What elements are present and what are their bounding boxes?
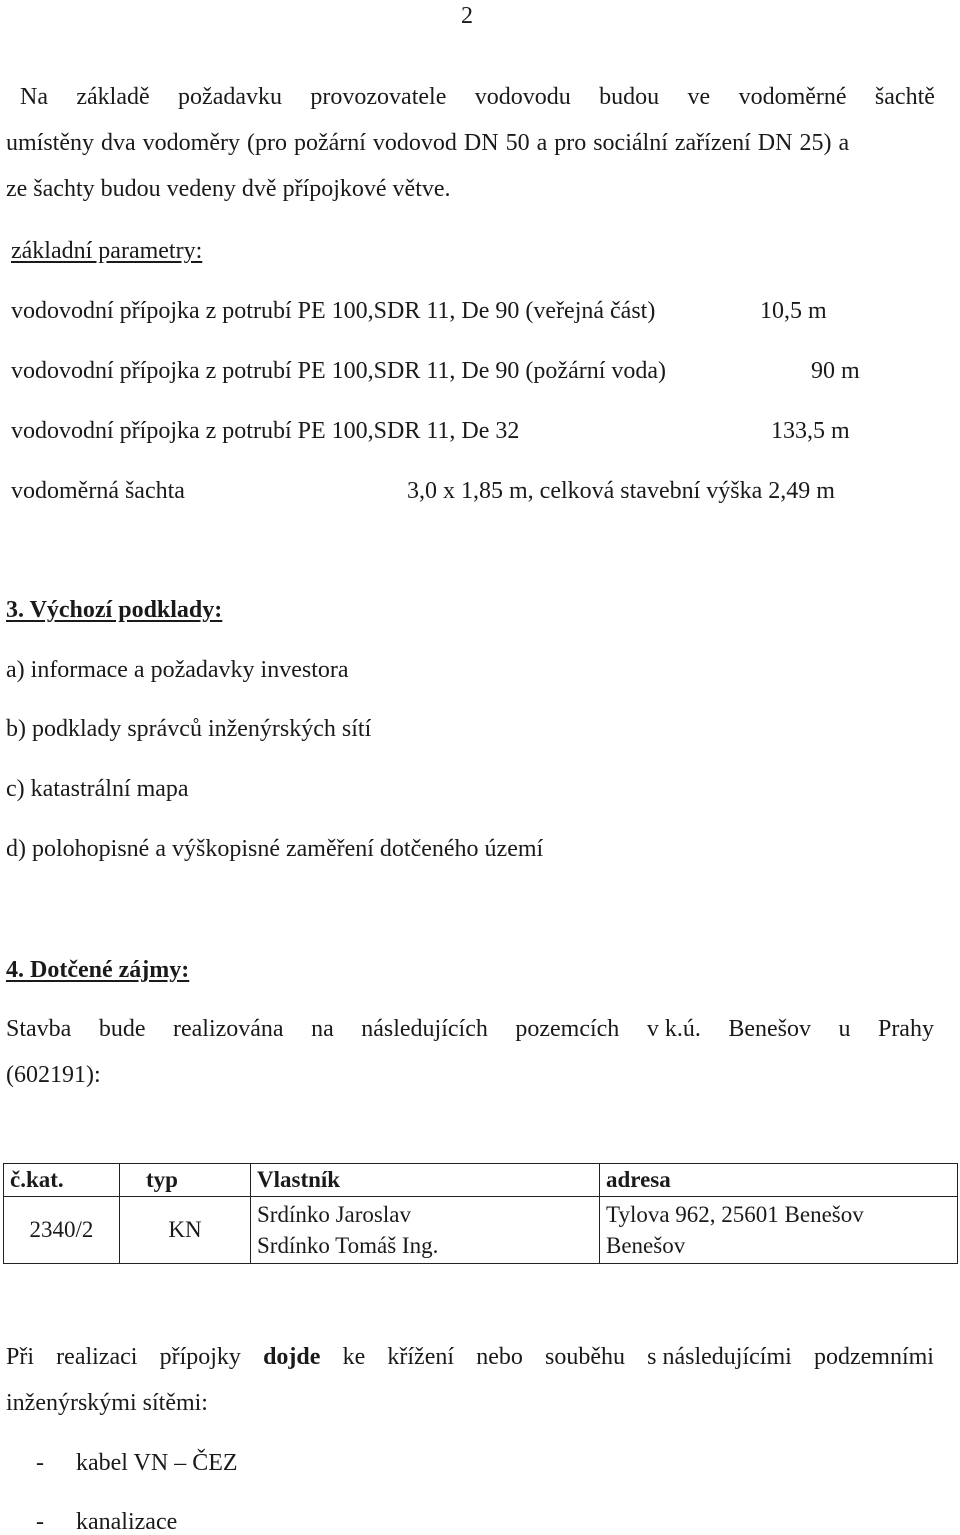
parameter-value: 10,5 m	[760, 298, 827, 324]
list-dash: -	[36, 1509, 44, 1535]
intro-word: Na	[20, 84, 48, 110]
page-number: 2	[461, 3, 473, 29]
intro-word: požadavku	[178, 84, 283, 110]
address-line: Benešov	[606, 1233, 686, 1258]
intro-word: šachtě	[874, 84, 935, 110]
crossing-word: realizaci	[56, 1344, 138, 1370]
owner-name: Srdínko Tomáš Ing.	[257, 1233, 439, 1258]
section-4-word: následujících	[361, 1016, 488, 1042]
crossing-word: Při	[6, 1344, 35, 1370]
section-4-line-1	[6, 1017, 934, 1041]
header-typ: typ	[120, 1164, 251, 1197]
header-owner: Vlastník	[251, 1164, 600, 1197]
crossing-word: křížení	[387, 1344, 455, 1370]
parameter-label: vodovodní přípojka z potrubí PE 100,SDR 11, De 90 (požární voda)	[11, 358, 667, 384]
section-4-word: Prahy	[877, 1016, 934, 1042]
intro-line-3: ze šachty budou vedeny dvě přípojkové větve.	[6, 176, 451, 202]
crossing-word: s následujícími	[647, 1344, 792, 1370]
section-3-heading: 3. Výchozí podklady:	[6, 597, 223, 623]
source-item: c) katastrální mapa	[6, 776, 189, 802]
owner-name: Srdínko Jaroslav	[257, 1201, 411, 1227]
parameter-value: 3,0 x 1,85 m, celková stavební výška 2,49 m	[407, 478, 835, 504]
header-address: adresa	[600, 1164, 958, 1197]
section-4-word: pozemcích	[515, 1016, 620, 1042]
parameter-value: 90 m	[811, 358, 860, 384]
source-item: b) podklady správců inženýrských sítí	[6, 716, 372, 742]
parameter-value: 133,5 m	[771, 418, 850, 444]
crossing-word: podzemními	[813, 1344, 934, 1370]
intro-line-2: umístěny dva vodoměry (pro požární vodovod DN 50 a pro sociální zařízení DN 25) a	[6, 130, 850, 156]
section-4-word: Benešov	[728, 1016, 811, 1042]
crossing-line-2: inženýrskými sítěmi:	[6, 1390, 208, 1416]
intro-word: vodoměrné	[738, 84, 847, 110]
parameter-label: vodovodní přípojka z potrubí PE 100,SDR 11, De 90 (veřejná část)	[11, 298, 656, 324]
section-4-word: na	[311, 1016, 334, 1042]
parameters-heading: základní parametry:	[11, 238, 203, 264]
parameter-label: vodoměrná šachta	[11, 478, 185, 504]
source-item: d) polohopisné a výškopisné zaměření dotčeného území	[6, 836, 544, 862]
crossing-word: ke	[342, 1344, 366, 1370]
parcel-table-header-row	[4, 1164, 958, 1197]
list-item: kabel VN – ČEZ	[76, 1450, 238, 1476]
intro-word: základě	[76, 84, 150, 110]
list-item: kanalizace	[76, 1509, 178, 1535]
intro-word: budou	[599, 84, 660, 110]
intro-word: ve	[687, 84, 711, 110]
section-4-word: u	[838, 1016, 851, 1042]
cell-cislo: 2340/2	[4, 1197, 120, 1264]
section-4-heading: 4. Dotčené zájmy:	[6, 957, 190, 983]
intro-line-1	[20, 85, 935, 109]
crossing-word-bold: dojde	[263, 1344, 321, 1370]
header-cislo: č.kat.	[4, 1164, 120, 1197]
parcel-table	[3, 1163, 958, 1264]
crossing-word: přípojky	[159, 1344, 241, 1370]
section-4-word: bude	[98, 1016, 146, 1042]
crossing-word: nebo	[476, 1344, 523, 1370]
section-4-word: v k.ú.	[646, 1016, 701, 1042]
table-row	[4, 1197, 958, 1264]
section-4-word: Stavba	[6, 1016, 72, 1042]
cell-typ: KN	[120, 1197, 251, 1264]
cell-owner	[251, 1197, 600, 1264]
list-dash: -	[36, 1450, 44, 1476]
crossing-word: souběhu	[545, 1344, 625, 1370]
section-4-line-2: (602191):	[6, 1062, 101, 1088]
intro-word: vodovodu	[474, 84, 571, 110]
section-4-word: realizována	[172, 1016, 284, 1042]
source-item: a) informace a požadavky investora	[6, 657, 349, 683]
intro-word: provozovatele	[310, 84, 447, 110]
crossing-line-1	[6, 1345, 934, 1369]
cell-address	[600, 1197, 958, 1264]
parameter-label: vodovodní přípojka z potrubí PE 100,SDR 11, De 32	[11, 418, 520, 444]
address-line: Tylova 962, 25601 Benešov	[606, 1201, 864, 1227]
